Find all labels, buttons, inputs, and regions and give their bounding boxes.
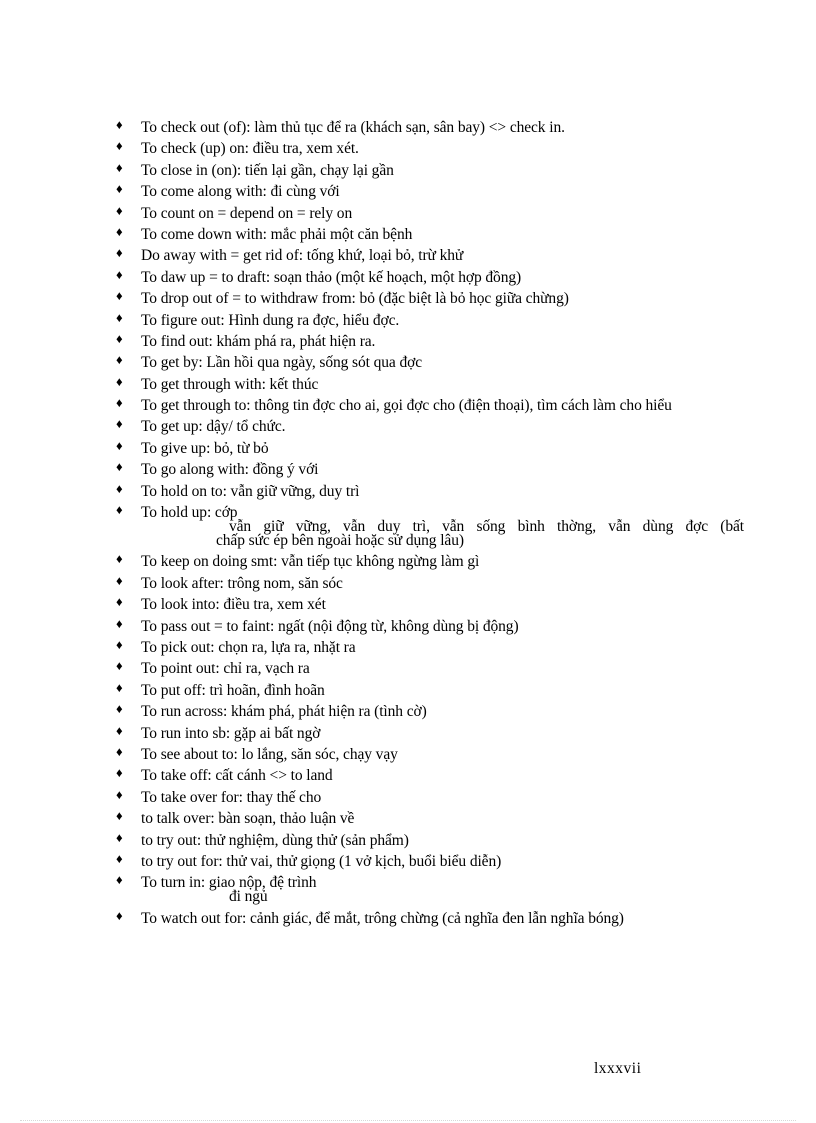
diamond-bullet-icon: ♦ (116, 872, 123, 888)
list-item (116, 246, 744, 267)
list-item (116, 439, 744, 460)
list-item (116, 311, 744, 332)
diamond-bullet-icon: ♦ (116, 907, 123, 923)
diamond-bullet-icon: ♦ (116, 117, 123, 132)
entry-text: To drop out of = to withdraw from: bỏ (đặc biệt là bỏ học giữa chừng) (141, 290, 569, 308)
entry-text: To hold up: cớp (141, 504, 238, 522)
diamond-bullet-icon: ♦ (116, 615, 123, 631)
entry-text: To look after: trông nom, săn sóc (141, 574, 343, 592)
list-item (116, 745, 744, 766)
entry-text: To close in (on): tiến lại gần, chạy lại gần (141, 161, 394, 179)
list-item (116, 503, 744, 552)
diamond-bullet-icon: ♦ (116, 502, 123, 518)
diamond-bullet-icon: ♦ (116, 701, 123, 717)
list-item (116, 831, 744, 852)
entry-text: To get through with: kết thúc (141, 375, 319, 393)
list-item (116, 617, 744, 638)
entry-text: To run into sb: gặp ai bất ngờ (141, 724, 321, 742)
entry-text: To see about to: lo lắng, săn sóc, chạy vạy (141, 745, 398, 763)
entry-text: To come along with: đi cùng với (141, 183, 340, 201)
list-item (116, 204, 744, 225)
diamond-bullet-icon: ♦ (116, 658, 123, 674)
entry-text: To count on = depend on = rely on (141, 204, 353, 222)
entry-continuation: vẫn giữ vững, vẫn duy trì, vẫn sống bình thờng, vẫn dùng đợc (bất (229, 518, 744, 536)
entry-text: to try out: thử nghiệm, dùng thử (sản phẩm) (141, 831, 409, 849)
entry-text: To put off: trì hoãn, đình hoãn (141, 681, 325, 699)
list-item (116, 182, 744, 203)
list-item (116, 118, 744, 139)
diamond-bullet-icon: ♦ (116, 679, 123, 695)
entry-text: To take off: cất cánh <> to land (141, 767, 333, 785)
list-item (116, 552, 744, 573)
diamond-bullet-icon: ♦ (116, 765, 123, 781)
phrasal-verb-list (116, 118, 744, 930)
diamond-bullet-icon: ♦ (116, 138, 123, 154)
diamond-bullet-icon: ♦ (116, 352, 123, 368)
diamond-bullet-icon: ♦ (116, 437, 123, 453)
list-item (116, 659, 744, 680)
entry-text: To pick out: chọn ra, lựa ra, nhặt ra (141, 638, 356, 656)
entry-text: To turn in: giao nộp, đệ trình (141, 874, 317, 892)
list-item (116, 909, 744, 930)
diamond-bullet-icon: ♦ (116, 786, 123, 802)
diamond-bullet-icon: ♦ (116, 808, 123, 824)
diamond-bullet-icon: ♦ (116, 416, 123, 432)
list-item (116, 139, 744, 160)
entry-text: to talk over: bàn soạn, thảo luận về (141, 810, 355, 828)
entry-text: To find out: khám phá ra, phát hiện ra. (141, 332, 376, 350)
diamond-bullet-icon: ♦ (116, 594, 123, 610)
entry-text: To watch out for: cảnh giác, để mắt, trông chừng (cả nghĩa đen lẫn nghĩa bóng) (141, 909, 624, 927)
list-item (116, 268, 744, 289)
entry-text: To go along with: đồng ý với (141, 461, 319, 479)
list-item (116, 766, 744, 787)
diamond-bullet-icon: ♦ (116, 395, 123, 411)
entry-text: To get up: dậy/ tổ chức. (141, 418, 286, 436)
list-item (116, 482, 744, 503)
entry-text: To look into: điều tra, xem xét (141, 596, 326, 614)
diamond-bullet-icon: ♦ (116, 373, 123, 389)
entry-text: Do away with = get rid of: tống khứ, loại bỏ, trừ khử (141, 247, 464, 265)
page-number: lxxxvii (594, 1060, 642, 1077)
entry-text: To keep on doing smt: vẫn tiếp tục không ngừng làm gì (141, 553, 480, 571)
entry-text: To take over for: thay thế cho (141, 788, 322, 806)
entry-text: To get through to: thông tin đợc cho ai, gọi đợc cho (điện thoại), tìm cách làm cho hiểu (141, 397, 672, 415)
diamond-bullet-icon: ♦ (116, 459, 123, 475)
list-item (116, 332, 744, 353)
diamond-bullet-icon: ♦ (116, 223, 123, 239)
diamond-bullet-icon: ♦ (116, 309, 123, 325)
diamond-bullet-icon: ♦ (116, 850, 123, 866)
diamond-bullet-icon: ♦ (116, 202, 123, 218)
diamond-bullet-icon: ♦ (116, 480, 123, 496)
entry-text: To pass out = to faint: ngất (nội động từ, không dùng bị động) (141, 617, 519, 635)
list-item (116, 396, 744, 417)
entry-continuation: đi ngủ (229, 888, 268, 906)
list-item (116, 225, 744, 246)
list-item (116, 873, 744, 908)
list-item (116, 638, 744, 659)
list-item (116, 460, 744, 481)
list-item (116, 353, 744, 374)
entry-text: To get by: Lần hồi qua ngày, sống sót qua đợc (141, 354, 422, 372)
list-item (116, 702, 744, 723)
diamond-bullet-icon: ♦ (116, 636, 123, 652)
entry-text: to try out for: thử vai, thử giọng (1 vở kịch, buổi biểu diễn) (141, 852, 502, 870)
diamond-bullet-icon: ♦ (116, 829, 123, 845)
entry-continuation: chấp sức ép bên ngoài hoặc sử dụng lâu) (216, 532, 464, 550)
entry-text: To check (up) on: điều tra, xem xét. (141, 140, 359, 158)
diamond-bullet-icon: ♦ (116, 743, 123, 759)
list-item (116, 595, 744, 616)
entry-text: To come down with: mắc phải một căn bệnh (141, 225, 413, 243)
list-item (116, 289, 744, 310)
diamond-bullet-icon: ♦ (116, 159, 123, 175)
list-item (116, 788, 744, 809)
list-item (116, 161, 744, 182)
diamond-bullet-icon: ♦ (116, 330, 123, 346)
entry-text: To figure out: Hình dung ra đợc, hiểu đợc. (141, 311, 400, 329)
list-item (116, 375, 744, 396)
entry-text: To run across: khám phá, phát hiện ra (tình cờ) (141, 703, 427, 721)
diamond-bullet-icon: ♦ (116, 722, 123, 738)
diamond-bullet-icon: ♦ (116, 266, 123, 282)
diamond-bullet-icon: ♦ (116, 572, 123, 588)
diamond-bullet-icon: ♦ (116, 181, 123, 197)
list-item (116, 809, 744, 830)
entry-text: To check out (of): làm thủ tục để ra (khách sạn, sân bay) <> check in. (141, 119, 565, 136)
list-item (116, 681, 744, 702)
entry-text: To hold on to: vẫn giữ vững, duy trì (141, 482, 360, 500)
diamond-bullet-icon: ♦ (116, 245, 123, 261)
page-bottom-divider (20, 1120, 796, 1121)
diamond-bullet-icon: ♦ (116, 288, 123, 304)
entry-text: To point out: chỉ ra, vạch ra (141, 660, 310, 678)
entry-text: To give up: bỏ, từ bỏ (141, 439, 269, 457)
entry-text: To daw up = to draft: soạn thảo (một kế hoạch, một hợp đồng) (141, 268, 522, 286)
list-item (116, 724, 744, 745)
diamond-bullet-icon: ♦ (116, 551, 123, 567)
list-item (116, 417, 744, 438)
list-item (116, 574, 744, 595)
list-item (116, 852, 744, 873)
